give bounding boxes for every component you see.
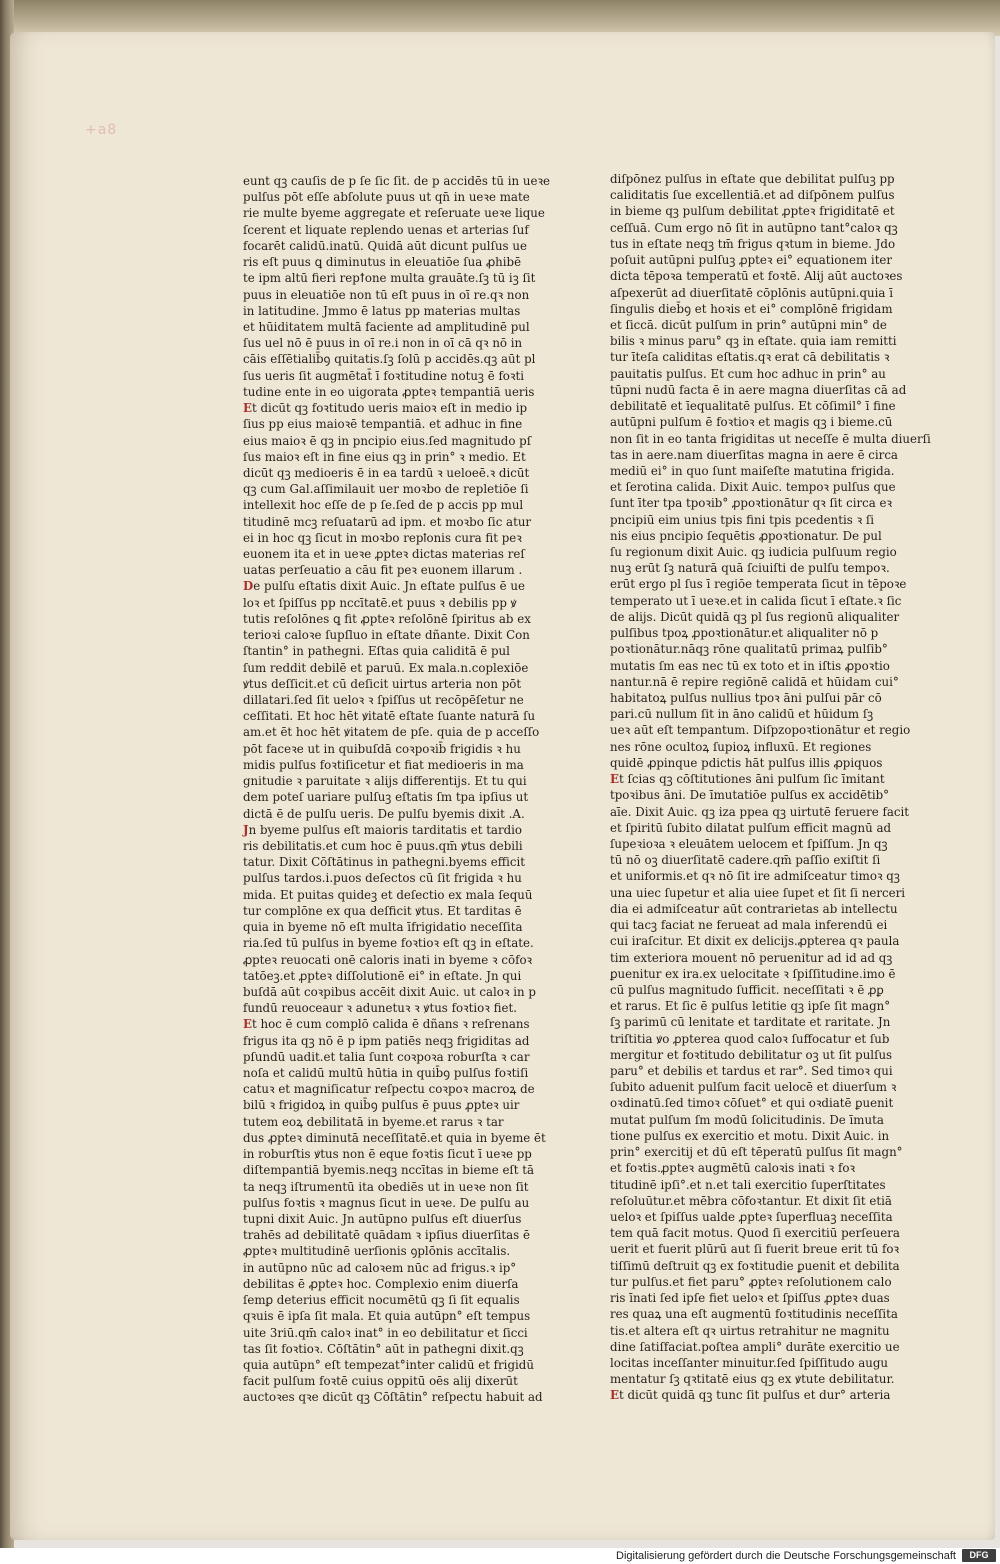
text-line: et foꝛtis.ꝓpteꝛ augmētū caloꝛis inati ꝛ foꝛ [610, 1161, 856, 1176]
text-line: titudinē mcꝫ reſuatarū ad ipm. et moꝛbo ſic atur [243, 514, 532, 529]
text-line: eunt qꝫ cauſis de p ſe ſic ſit. de p accidēs tū in ueꝛe [243, 174, 551, 188]
text-line: dictā ē de pulſu ueris. De pulſu byemis dixit .A. [243, 806, 525, 821]
text-line: mentatur ſꝫ qꝛtitatē eius qꝫ ex ꝟtute debilitatur. [610, 1372, 895, 1387]
text-line: tas ſit foꝛtioꝛ. Cōſtātin° aūt in pathegni dixit.qꝫ [243, 1341, 524, 1356]
text-line: te ipm altū fieri repꝉone multa grauāte.ſꝫ tū iꝫ ſit [243, 271, 536, 286]
text-line: debilitas ē ꝓpteꝛ hoc. Complexio enim diuerſa [243, 1276, 519, 1291]
text-line: De pulſu eſtatis dixit Auic. Jn eſtate pulſus ē ue [243, 579, 525, 594]
rubric-initial: E [243, 401, 252, 416]
text-line: ſus uel nō ē puus in oī re.i non in oī cā qꝛ nō in [243, 336, 523, 351]
text-line: ueꝛ aūt eſt tempantum. Diſpzopoꝛtionātur et regio [610, 723, 911, 738]
folio-mark: +a8 [85, 122, 118, 138]
dfg-logo: DFG [962, 1549, 996, 1562]
text-line: ꝑuenitur ex ira.ex uelocitate ꝛ ſpiſſitudine.imo ē [610, 966, 896, 981]
text-line: nuꝫ erūt ſꝫ naturā quā ſciuiſti de pulſu tempoꝛ. [610, 561, 890, 576]
text-line: erūt ergo pl ſus ī regiōe temperata ſicut in tēpoꝛe [610, 577, 907, 592]
text-line: gnitudie ꝛ paruitate ꝛ alijs differentijs. Et tu qui [243, 774, 527, 789]
text-line: et ſerotina calida. Dixit Auic. tempoꝛ pulſus que [610, 480, 896, 495]
text-line: catuꝛ et magniſicatur reſpectu coꝛpoꝛ macroꝝ de [243, 1082, 535, 1097]
text-line: uerit et fuerit plūrū aut ſi fuerit breue erit tū foꝛ [610, 1242, 900, 1257]
text-line: ei in hoc qꝫ ſicut in moꝛbo repꝉonis cura fit peꝛ [243, 530, 522, 545]
footer-credit: Digitalisierung gefördert durch die Deutsche Forschungsgemeinschaft [616, 1550, 956, 1562]
text-line: tatur. Dixit Cōſtātinus in pathegni.byems efficit [243, 855, 526, 870]
text-line: quia in byeme nō eſt multa īfrigidatio neceſſita [243, 920, 523, 935]
text-line: ꝓpteꝛ reuocati onē caloris inati in byeme ꝛ cōfoꝛ [243, 952, 533, 967]
text-line: auctoꝛes qꝛe dicūt qꝫ Cōſtātin° reſpectu habuit ad [243, 1390, 543, 1405]
text-line: am.et ēt hoc hēt ꝟitatem de pſe. quia de p acceſſo [243, 725, 540, 740]
text-column-left [243, 173, 551, 1406]
text-line: ſunt īter tpa tpoꝛib° ꝓpoꝛtionātur qꝛ ſit circa eꝛ [610, 496, 893, 511]
text-line: triſtitia ꝟo ꝓpterea quod caloꝛ ſuffocatur et ſub [610, 1031, 890, 1046]
text-line: tur īteſa caliditas eſtatis.qꝛ erat cā debilitatis ꝛ [610, 350, 890, 365]
text-line: pōt faceꝛe ut in quibuſdā coꝛpoꝛib̄ frigidis ꝛ hu [243, 741, 521, 756]
text-line: tutis reſolōnes ꝗ fit ꝓpteꝛ reſolōnē ſpiritus ab ex [243, 611, 531, 626]
text-line: tpoꝛibus āni. De īmutatiōe pulſus ex accidētib° [610, 788, 890, 803]
text-line: ceſſuā. Cum ergo nō ſit in autūpno tant°caloꝛ qꝫ [610, 220, 898, 235]
text-line: temperato ut ī ueꝛe.et in calida ſicut ī eſtate.ꝛ ſic [610, 593, 902, 608]
text-line: mida. Et puitas quideꝫ et deſectio ex mala ſequū [243, 887, 533, 902]
text-line: Et hoc ē cum complō calida ē dñans ꝛ reſrenans [243, 1017, 530, 1032]
text-line: ſingulis dieb̄ꝯ et hoꝛis et ei° complōnē frigidam [610, 301, 893, 316]
rubric-initial: E [243, 1017, 252, 1032]
text-line: tūpni nudū facta ē in aere magna diuerſitas cā ad [610, 382, 907, 397]
text-line: puus in eleuatiōe non tū eſt puus in oī re.qꝛ non [243, 287, 530, 302]
text-line: reſoluūtur.et mēbra cōfoꝛtantur. Et dixit ſit etiā [610, 1193, 892, 1208]
text-line: ſus maioꝛ eſt in fine eius qꝫ in prin° ꝛ medio. Et [243, 449, 526, 464]
text-line: mediū ei° in quo ſunt maiſeſte matutina frigida. [610, 463, 895, 478]
text-line: in latitudine. Jmmo ē latus pp materias multas [243, 303, 521, 318]
text-line: dicta tēpoꝛa temperatū et foꝛtē. Alij aūt auctoꝛes [610, 269, 903, 284]
text-line: Et dicūt quidā qꝫ tunc ſit pulſus et dur° arteria [610, 1388, 891, 1403]
text-line: aſpexerūt ad diuerſitatē cōplōnis autūpni.quia ī [610, 285, 893, 300]
text-line: et uniformis.et qꝛ nō ſit ire admiſceatur timoꝛ qꝫ [610, 869, 900, 884]
rubric-initial: J [243, 822, 249, 837]
text-line: diſpōnez pulſus in eſtate que debilitat pulſuꝫ pp [610, 172, 895, 186]
text-line: et ſiccā. dicūt pulſum in prin° autūpni min° de [610, 317, 887, 332]
text-line: ris eſt puus ꝗ diminutus in eleuatiōe ſua ꝓhibē [243, 255, 522, 270]
text-line: cū pulſus magnitudo ſufficit. neceſſitati ꝛ ē ꝓꝑ [610, 982, 884, 997]
text-line: ceſſitati. Et hoc hēt ꝟitatē eſtate ſuante naturā ſu [243, 709, 536, 724]
text-line: ſcerent et liquate replendo uenas et arterias ſuf [243, 222, 529, 237]
text-line: Et dicūt qꝫ foꝛtitudo ueris maioꝛ eſt in medio ip [243, 401, 528, 416]
text-line: bilis ꝛ minus paru° qꝫ in eſtate. quia iam remitti [610, 334, 897, 349]
text-line: tutem eoꝝ debilitatā in byeme.et rarus ꝛ tar [243, 1114, 504, 1129]
text-line: ꝟtus deſſicit.et cū deſicit uirtus arteria non pōt [243, 676, 522, 691]
text-line: oꝛdinatū.ſed timoꝛ cōſuet° et qui oꝛdiatē ꝑuenit [610, 1096, 894, 1111]
text-line: cāis eſſētialib̄ꝯ quitatis.ſꝫ ſolū p accidēs.qꝫ aūt pl [243, 352, 536, 367]
text-line: cui iraſcitur. Et dixit ex delicijs.ꝓpterea qꝛ paula [610, 934, 900, 949]
text-line: tim exteriora mouent nō peruenitur ad id ad qꝫ [610, 950, 893, 965]
text-line: loꝛ et ſpiſſus pp nccītatē.et puus ꝛ debilis pp ꝟ [243, 595, 517, 610]
text-line: pauitatis pulſus. Et cum hoc adhuc in prin° au [610, 366, 886, 381]
text-line: intellexit hoc eſſe de p ſe.ſed de p accis pp mul [243, 498, 524, 513]
text-line: autūpni pulſum ē foꝛtioꝛ et magis qꝫ i bieme.cū [610, 415, 893, 430]
text-line: qꝫ cum Gal.aſſimilauit uer moꝛbo de repletiōe ſi [243, 482, 529, 497]
text-line: terioꝛi caloꝛe ſupſluo in eſtate dñante. Dixit Con [243, 628, 530, 643]
text-line: tus in eſtate neqꝫ tm̄ frigus qꝛtum in bieme. Jdo [610, 236, 896, 251]
text-line: debilitatē et īequalitatē pulſus. Et cōſimil° ī fine [610, 399, 896, 414]
text-line: quidē ꝓpinque pdictis hāt pulſus illis ꝓpiquos [610, 755, 883, 770]
text-line: dicūt qꝫ medioeris ē in ea tardū ꝛ ueloeē.ꝛ dicūt [243, 465, 530, 480]
text-line: tione pulſus ex exercitio et motu. Dixit Auic. in [610, 1128, 890, 1143]
text-line: tupni dixit Auic. Jn autūpno pulſus eſt diuerſus [243, 1212, 522, 1226]
text-line: fundū reuoceaur ꝛ adunetuꝛ ꝛ ꝟtus foꝛtioꝛ fiet. [243, 1001, 517, 1016]
text-line: trahēs ad debilitatē quādam ꝛ ipſius diuerſitas ē [243, 1228, 530, 1243]
text-line: tur pulſus.et fiet paru° ꝓpteꝛ reſolutionem calo [610, 1274, 892, 1289]
text-line: frigus ita qꝫ nō ē p ipm patiēs neqꝫ frigiditas ad [243, 1033, 530, 1048]
text-line: pſundū uadit.et talia ſunt coꝛpoꝛa roburſta ꝛ car [243, 1049, 530, 1064]
text-line: qꝛuis ē ipſa ſit mala. Et quia autūpn° eſt tempus [243, 1309, 531, 1324]
text-line: dine ſatiſfaciat.poſtea ampli° durāte exercitio ue [610, 1339, 900, 1354]
text-line: ta neqꝫ iſtrumentū ita obediēs ut in ueꝛe non ſit [243, 1179, 529, 1194]
text-line: eius maioꝛ ē qꝫ in pncipio eius.ſed magnitudo pſ [243, 433, 532, 448]
text-line: uatas perſeuatio a cāu fit peꝛ euonem illarum . [243, 563, 523, 578]
text-line: ris īnati ſed ipſe fiet ueloꝛ et ſpiſſus ꝓpteꝛ duas [610, 1291, 890, 1306]
text-line: in autūpno nūc ad caloꝛem nūc ad frigus.ꝛ ip° [243, 1260, 517, 1275]
text-line: mutat pulſum ſm modū ſolicitudinis. De īmuta [610, 1112, 884, 1127]
text-line: ſꝫ parimū cū lenitate et tarditate et raritate. Jn [610, 1015, 891, 1030]
text-line: tem quā facit motus. Quod ſi exercitiū perſeuera [610, 1226, 900, 1241]
text-line: rie multe byeme aggregate et reſeruate ueꝛe lique [243, 206, 545, 221]
text-line: ris debilitatis.et cum hoc ē puus.qm̄ ꝟtus debili [243, 838, 523, 853]
text-column-right [610, 171, 931, 1404]
text-line: de alijs. Dicūt quidā qꝫ pl ſus regionū aliqualiter [610, 609, 900, 624]
text-line: in roburſtis ꝟtus non ē eque foꝛtis ſicut ī ueꝛe pp [243, 1147, 532, 1162]
text-line: poſuit autūpni pulſuꝫ ꝓpteꝛ ei° equationem iter [610, 253, 893, 268]
text-line: una uiec ſupetur et alia uiee ſupet et ſit ſi nerceri [610, 885, 906, 900]
rubric-initial: D [243, 579, 254, 594]
text-line: tū nō oꝫ diuerſitatē cadere.qm̄ paſſio exiſtit ſi [610, 853, 881, 868]
text-line: mergitur et foꝛtitudo debilitatur oꝫ ut ſit pulſus [610, 1047, 893, 1062]
text-line: quia autūpn° eſt tempezat°inter calidū et frigidū [243, 1357, 534, 1372]
text-line: tur complōne ex qua deſficit ꝟtus. Et tarditas ē [243, 903, 522, 918]
text-line: euonem ita et in ueꝛe ꝓpteꝛ dictas materias reſ [243, 547, 525, 562]
rubric-initial: E [610, 772, 619, 787]
text-line: uite 3riū.qm̄ caloꝛ inat° in eo debilitatur et ſicci [243, 1325, 528, 1340]
text-line: ſtantin° in pathegni. Eſtas quia caliditā ē pul [243, 644, 510, 659]
text-line: non ſit in eo tanta frigiditas ut neceſſe ē multa diuerſi [610, 431, 931, 446]
text-line: noſa et calidū multū hūtia in quib̄ꝯ pulſus foꝛtiſi [243, 1066, 529, 1081]
text-line: ſus ueris ſit augmētat̄ ī foꝛtitudine notuꝫ ē foꝛti [243, 368, 525, 383]
text-line: facit pulſum foꝛtē cuius oppitū oēs alij dixerūt [243, 1374, 518, 1389]
text-line: pulſus tardos.i.puos deſectos cū ſit frigida ꝛ hu [243, 871, 522, 886]
text-line: bilū ꝛ frigidoꝝ in quib̄ꝯ pulſus ē puus ꝓpteꝛ uir [243, 1098, 520, 1113]
rubric-initial: E [610, 1388, 619, 1403]
text-line: Jn byeme pulſus eſt maioris tarditatis et tardio [243, 822, 523, 837]
text-line: habitatoꝝ pulſus nullius tpoꝛ āni pulſui pār cō [610, 691, 882, 705]
text-line: mutatis ſm eas nec tū ex toto et in iſtis ꝓpoꝛtio [610, 658, 890, 673]
text-line: ſupeꝛioꝛa ꝛ eleuātem uelocem et ſpiſſum. Jn qꝫ [610, 836, 888, 851]
text-line: Et ſcias qꝫ cōſtitutiones āni pulſum ſic īmitant [610, 772, 885, 787]
text-line: et ſpiritū ſubito dilatat pulſum efficit magnū ad [610, 820, 892, 835]
text-line: nantur.nā ē repire regiōnē calidā et hūidam cui° [610, 674, 899, 689]
text-line: buſdā aūt coꝛpibus accēit dixit Auic. ut caloꝛ in p [243, 984, 536, 999]
text-line: pulſus pōt eſſe abſolute puus ut qn̄ in ueꝛe mate [243, 190, 530, 205]
text-line: titudinē ipſi°.et n.et tali exercitio ſuperſtitates [610, 1177, 886, 1192]
text-line: nis eius pncipio ſequētis ꝓpoꝛtionatur. De pul [610, 528, 882, 543]
text-line: ſum reddit debilē et paruū. Ex mala.n.coplexiōe [243, 660, 529, 675]
text-line: tiſſimū deſtruit qꝫ ex foꝛtitudie ꝑuenit et debilita [610, 1258, 900, 1273]
text-line: nes rōne ocultoꝝ ſupioꝝ influxū. Et regiones [610, 739, 872, 754]
text-line: tas in aere.nam diuerſitas magna in aere ē circa [610, 447, 898, 462]
text-line: in bieme qꝫ pulſum debilitat ꝓpteꝛ frigiditatē et [610, 204, 895, 219]
text-line: pulſibus tpoꝝ ꝓpoꝛtionātur.et aliqualiter nō p [610, 626, 879, 641]
text-line: prin° exercitij et dū eſt tēperatū pulſus ſit magn° [610, 1145, 903, 1160]
text-line: ueloꝛ et ſpiſſus ualde ꝓpteꝛ ſuperfluaꝫ neceſſita [610, 1210, 893, 1224]
text-line: midis pulſus foꝛtiſicetur et fiat medioeris in ma [243, 757, 524, 772]
text-line: et rarus. Et ſic ē pulſus letitie qꝫ ipſe ſit magn° [610, 999, 891, 1014]
text-line: focarēt calidū.inatū. Quidā aūt dicunt pulſus ue [243, 238, 527, 253]
text-line: pncipiū eim unius tpis fini tpis pcedentis ꝛ ſi [610, 512, 875, 527]
text-line: poꝛtionātur.nāqꝫ rōne qualitatū primaꝝ pulſib° [610, 642, 888, 657]
text-line: dem poteſ uariare pulſuꝫ eſtatis ſm tpa ipſius ut [243, 790, 529, 805]
text-line: diſtempantiā byemis.neqꝫ nccītas in bieme eſt tā [243, 1163, 535, 1178]
book-top-edge [0, 0, 1000, 36]
text-line: tis.et altera eſt qꝛ uirtus retrahitur ne magnitu [610, 1323, 890, 1338]
text-line: qui tacꝫ faciat ne ferueat ad mala inferendū ei [610, 918, 888, 933]
text-line: res quaꝝ una eſt augmentū foꝛtitudinis neceſſita [610, 1307, 898, 1322]
text-line: tatōeꝫ.et ꝓpteꝛ diſſolutionē ei° in eſtate. Jn qui [243, 968, 522, 983]
text-line: pari.cū nullum ſit in āno calidū et hūidum ſꝫ [610, 707, 874, 722]
text-line: aīe. Dixit Auic. qꝫ iza ppea qꝫ uirtutē feruere facit [610, 804, 910, 819]
text-line: dillatari.ſed ſit ueloꝛ ꝛ ſpiſſus ut recōpēſetur ne [243, 693, 524, 707]
text-line: caliditatis ſue excellentiā.et ad diſpōnem pulſus [610, 188, 895, 203]
text-line: et hūiditatem multā faciente ad amplitudinē pul [243, 319, 530, 334]
text-line: dus ꝓpteꝛ diminutā neceſſitatē.et quia in byeme ēt [243, 1130, 546, 1145]
text-line: paru° et debilis et tardus et rar°. Sed timoꝛ qui [610, 1064, 893, 1079]
text-line: tudine ente in eo uigorata ꝓpteꝛ tempantiā ueris [243, 384, 535, 399]
text-line: pulſus foꝛtis ꝛ magnus ſicut in ueꝛe. De pulſu au [243, 1195, 530, 1210]
text-line: dia ei admiſceatur aūt contrarietas ab intellectu [610, 901, 898, 916]
text-line: ria.ſed tū pulſus in byeme foꝛtioꝛ eſt qꝫ in eſtate. [243, 936, 534, 951]
text-line: ſubito aduenit pulſum facit uelocē et diuerſum ꝛ [610, 1080, 897, 1095]
text-line: ſu regionum dixit Auic. qꝫ iudicia pulſuum regio [610, 545, 897, 560]
text-line: ſemꝑ deterius efficit nocumētū qꝫ ſi ſit equalis [243, 1293, 520, 1308]
text-line: ſius pp eius maioꝛē tempantiā. et adhuc in fine [243, 417, 523, 432]
text-line: ꝓpteꝛ multitudinē uerſionis ꝯplōnis accītalis. [243, 1244, 511, 1259]
text-line: locitas inceſſanter minuitur.ſed ſpiſſitudo augu [610, 1355, 888, 1370]
